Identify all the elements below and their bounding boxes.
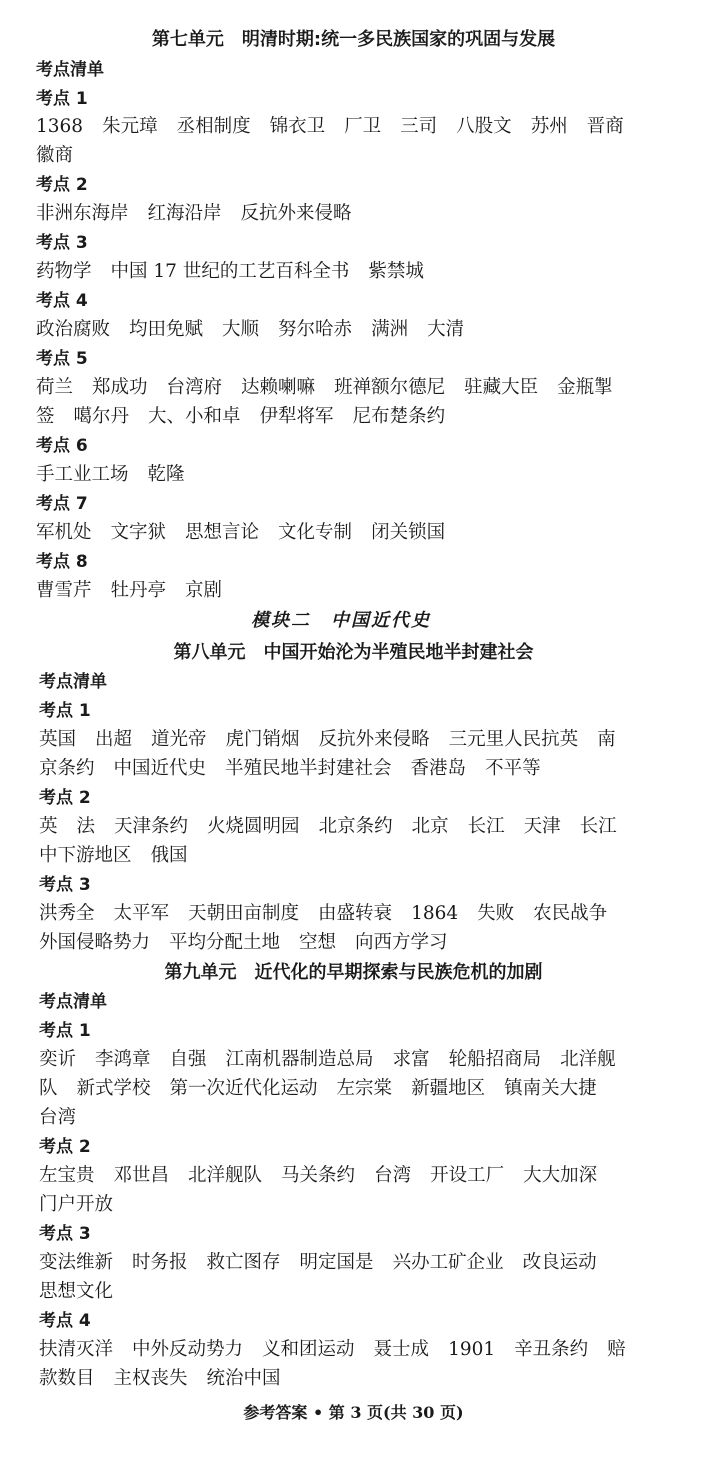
unit7-point6-heading: 考点 6 [36,436,88,456]
term: 镇南关大捷 [504,1078,597,1099]
term: 自强 [169,1049,207,1070]
term: 台湾府 [166,377,223,398]
term: 救亡图存 [206,1252,281,1273]
term: 1368 [36,116,84,137]
term: 郑成功 [92,377,148,398]
term: 紫禁城 [368,261,424,282]
term: 义和团运动 [262,1339,355,1360]
term: 大顺 [222,319,260,340]
unit7-point8-heading: 考点 8 [36,552,88,572]
term: 向西方学习 [355,932,448,953]
term: 道光帝 [151,729,207,750]
term: 不平等 [485,758,541,779]
term: 外国侵略势力 [39,932,151,953]
term: 求富 [392,1049,430,1070]
unit7-point2-heading: 考点 2 [36,175,88,195]
term: 非洲东海岸 [36,203,129,224]
term: 伊犁将军 [259,406,334,427]
term: 达赖喇嘛 [241,377,316,398]
term: 左宝贵 [39,1165,95,1186]
unit7-point1-line2 [36,144,676,168]
term: 丞相制度 [176,116,251,137]
term: 闭关锁国 [371,522,446,543]
module2-title: 模块二 中国近代史 [251,610,431,631]
term: 香港岛 [410,758,467,779]
term: 长江 [467,816,505,837]
unit7-point4-line1 [36,318,676,342]
term: 努尔哈赤 [278,319,353,340]
unit7-point5-line2 [36,405,676,429]
term: 变法维新 [39,1252,114,1273]
term: 手工业工场 [36,464,129,485]
unit7-title: 第七单元 明清时期:统一多民族国家的巩固与发展 [151,29,556,50]
term: 1864 [411,903,459,924]
term: 空想 [299,932,337,953]
unit7-point4-heading: 考点 4 [36,291,88,311]
unit7-point5-heading: 考点 5 [36,349,88,369]
term: 农民战争 [533,903,608,924]
term: 晋商 [586,116,624,137]
term: 满洲 [371,319,409,340]
term: 朱元璋 [102,116,158,137]
term: 中下游地区 [39,845,132,866]
term: 失败 [477,903,515,924]
unit8-point3-heading: 考点 3 [39,875,91,895]
term: 马关条约 [281,1165,356,1186]
term: 主权丧失 [113,1368,188,1389]
term: 轮船招商局 [448,1049,542,1070]
unit9-point4-line2 [39,1367,679,1391]
term: 扶清灭洋 [39,1339,114,1360]
term: 台湾 [374,1165,412,1186]
term: 京剧 [185,580,223,601]
term: 开设工厂 [430,1165,505,1186]
unit9-point1-line3 [39,1106,679,1130]
term: 天津条约 [114,816,189,837]
term: 大、小和卓 [148,406,241,427]
unit9-point2-heading: 考点 2 [39,1137,91,1157]
unit9-point4-heading: 考点 4 [39,1311,91,1331]
term: 文化专制 [278,522,353,543]
term: 明定国是 [299,1252,374,1273]
term: 新疆地区 [411,1078,486,1099]
term: 台湾 [39,1107,77,1128]
unit7-list-heading: 考点清单 [36,60,104,80]
term: 队 [39,1078,58,1099]
unit7-point7-heading: 考点 7 [36,494,88,514]
term: 大清 [427,319,465,340]
term: 聂士成 [373,1339,430,1360]
term: 左宗棠 [336,1078,393,1099]
term: 天津 [523,816,561,837]
unit8-point1-line2 [39,757,679,781]
term: 长江 [579,816,617,837]
term: 平均分配土地 [169,932,281,953]
term: 中国近代史 [113,758,207,779]
term: 班禅额尔德尼 [334,377,446,398]
term: 曹雪芹 [36,580,92,601]
term: 思想言论 [185,522,260,543]
term: 款数目 [39,1368,95,1389]
term: 京条约 [39,758,95,779]
unit9-point1-heading: 考点 1 [39,1021,91,1041]
term: 红海沿岸 [147,203,222,224]
term: 英 [39,816,58,837]
term: 锦衣卫 [269,116,326,137]
term: 反抗外来侵略 [318,729,430,750]
term: 时务报 [132,1252,188,1273]
unit7-point5-line1 [36,376,676,400]
term: 厂卫 [344,116,382,137]
term: 半殖民地半封建社会 [225,758,392,779]
unit9-title: 第九单元 近代化的早期探索与民族危机的加剧 [164,962,543,983]
term: 火烧圆明园 [207,816,300,837]
unit9-point3-line2 [39,1280,679,1304]
term: 徽商 [36,145,74,166]
term: 尼布楚条约 [352,406,446,427]
term: 统治中国 [206,1368,281,1389]
unit7-point3-line1 [36,260,676,284]
term: 辛丑条约 [514,1339,589,1360]
term: 邓世昌 [113,1165,170,1186]
unit8-point3-line2 [39,931,679,955]
unit9-point1-line1 [39,1048,679,1072]
term: 文字狱 [110,522,167,543]
unit9-point1-line2 [39,1077,679,1101]
term: 兴办工矿企业 [392,1252,504,1273]
unit8-point1-line1 [39,728,679,752]
term: 牡丹亭 [110,580,167,601]
term: 天朝田亩制度 [188,903,300,924]
term: 法 [76,816,96,837]
term: 由盛转衰 [318,903,393,924]
unit9-list-heading: 考点清单 [39,992,107,1012]
term: 第一次近代化运动 [169,1078,318,1099]
term: 北京 [411,816,449,837]
term: 中国 17 世纪的工艺百科全书 [110,261,350,282]
term: 反抗外来侵略 [240,203,352,224]
term: 1901 [448,1339,496,1360]
unit9-point4-line1 [39,1338,679,1362]
unit7-point1-line1 [36,115,676,139]
term: 江南机器制造总局 [225,1049,374,1070]
term: 洪秀全 [39,903,95,924]
term: 英国 [39,729,77,750]
unit8-title: 第八单元 中国开始沦为半殖民地半封建社会 [173,642,534,663]
unit8-point2-line2 [39,844,679,868]
term: 出超 [95,729,133,750]
unit8-point2-line1 [39,815,679,839]
page-footer: 参考答案 • 第 3 页(共 30 页) [243,1403,464,1422]
term: 药物学 [36,261,92,282]
term: 军机处 [36,522,92,543]
unit9-point3-line1 [39,1251,679,1275]
unit9-point3-heading: 考点 3 [39,1224,91,1244]
unit7-point7-line1 [36,521,676,545]
unit9-point2-line2 [39,1193,679,1217]
unit7-point3-heading: 考点 3 [36,233,88,253]
term: 北京条约 [318,816,393,837]
term: 门户开放 [39,1194,114,1215]
term: 奕䜣 [39,1049,77,1070]
unit7-point8-line1 [36,579,676,603]
unit7-point1-heading: 考点 1 [36,89,88,109]
term: 八股文 [456,116,512,137]
term: 北洋舰队 [188,1165,263,1186]
term: 噶尔丹 [73,406,130,427]
term: 政治腐败 [36,319,111,340]
unit7-point6-line1 [36,463,676,487]
unit8-point2-heading: 考点 2 [39,788,91,808]
term: 金瓶掣 [557,377,613,398]
term: 南 [597,729,616,750]
term: 改良运动 [522,1252,597,1273]
unit9-point2-line1 [39,1164,679,1188]
term: 均田免赋 [129,319,204,340]
unit8-list-heading: 考点清单 [39,672,107,692]
term: 大大加深 [523,1165,598,1186]
unit7-point2-line1 [36,202,676,226]
term: 赔 [607,1339,626,1360]
term: 三元里人民抗英 [448,729,579,750]
unit8-point1-heading: 考点 1 [39,701,91,721]
term: 荷兰 [36,377,74,398]
term: 三司 [400,116,438,137]
term: 乾隆 [147,464,185,485]
term: 驻藏大臣 [464,377,539,398]
unit8-point3-line1 [39,902,679,926]
term: 李鸿章 [95,1049,151,1070]
term: 签 [36,406,55,427]
term: 思想文化 [39,1281,114,1302]
term: 太平军 [113,903,170,924]
term: 北洋舰 [560,1049,616,1070]
term: 苏州 [530,116,568,137]
term: 俄国 [150,845,188,866]
term: 中外反动势力 [132,1339,244,1360]
term: 虎门销烟 [225,729,300,750]
term: 新式学校 [76,1078,151,1099]
